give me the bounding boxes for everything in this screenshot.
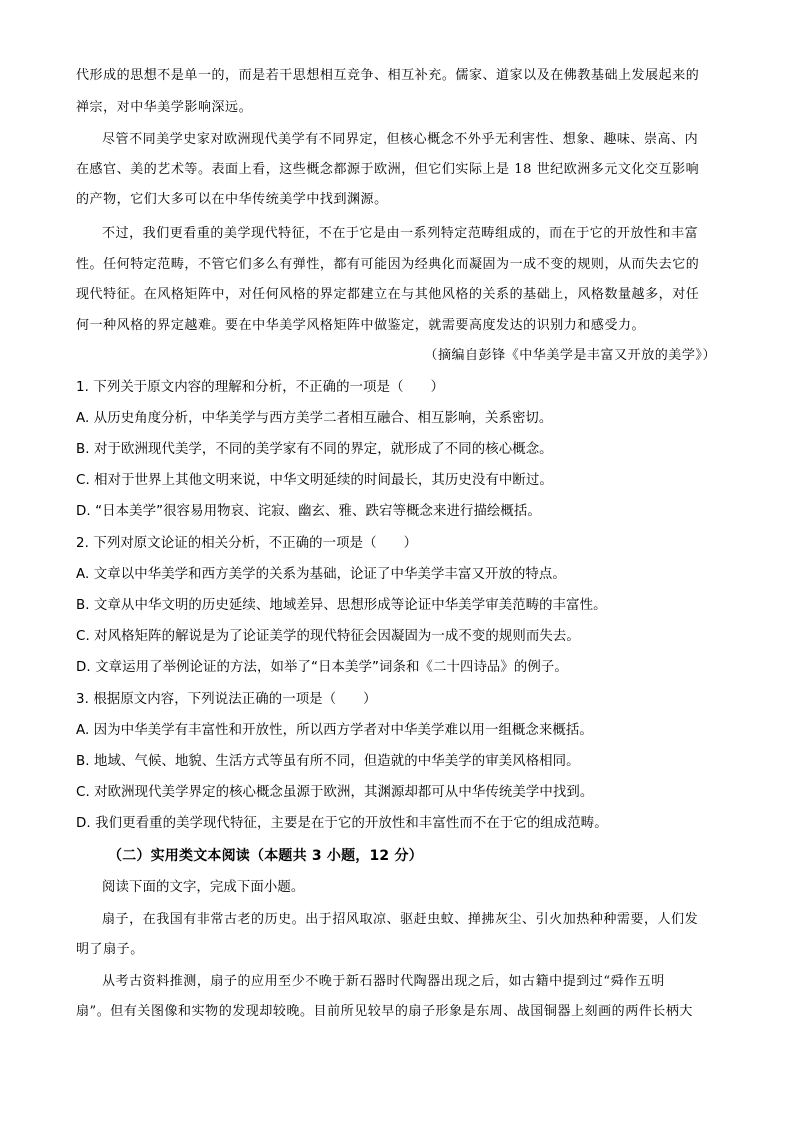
passage1-line: 在感官、美的艺术等。表面上看，这些概念都源于欧洲，但它们实际上是 18 世纪欧洲多元文化交互影响 [76, 162, 700, 177]
question-1-stem: 1. 下列关于原文内容的理解和分析，不正确的一项是（ ） [76, 380, 445, 395]
passage1-line: 代形成的思想不是单一的，而是若干思想相互竞争、相互补充。儒家、道家以及在佛教基础上发展起来的 [76, 68, 700, 83]
question-2-option-c: C. 对风格矩阵的解说是为了论证美学的现代特征会因凝固为一成不变的规则而失去。 [76, 629, 580, 644]
question-2-option-a: A. 文章以中华美学和西方美学的关系为基础，论证了中华美学丰富又开放的特点。 [76, 567, 566, 582]
passage2-line: 明了扇子。 [76, 942, 144, 957]
question-1-option-b: B. 对于欧洲现代美学，不同的美学家有不同的界定，就形成了不同的核心概念。 [76, 442, 553, 457]
question-1-option-a: A. 从历史角度分析，中华美学与西方美学二者相互融合、相互影响，关系密切。 [76, 411, 553, 426]
question-3-option-b: B. 地域、气候、地貌、生活方式等虽有所不同，但造就的中华美学的审美风格相同。 [76, 754, 580, 769]
question-1-option-d: D. “日本美学”很容易用物哀、诧寂、幽玄、雅、跌宕等概念来进行描绘概括。 [76, 504, 541, 519]
passage1-line: 不过，我们更看重的美学现代特征，不在于它是由一系列特定范畴组成的，而在于它的开放性和丰富 [102, 226, 699, 241]
question-1-option-c: C. 相对于世界上其他文明来说，中华文明延续的时间最长，其历史没有中断过。 [76, 473, 553, 488]
passage2-line: 扇子，在我国有非常古老的历史。出于招风取凉、驱赶虫蚊、掸拂灰尘、引火加热种种需要，人们发 [102, 912, 699, 927]
question-2-option-d: D. 文章运用了举例论证的方法，如举了“日本美学”词条和《二十四诗品》的例子。 [76, 660, 568, 675]
passage1-line: 现代特征。在风格矩阵中，对任何风格的界定都建立在与其他风格的关系的基础上，风格数量越多，对任 [76, 287, 700, 302]
passage1-line: 性。任何特定范畴，不管它们多么有弹性，都有可能因为经典化而凝固为一成不变的规则，从而失去它的 [76, 257, 700, 272]
question-3-option-d: D. 我们更看重的美学现代特征，主要是在于它的开放性和丰富性而不在于它的组成范畴。 [76, 816, 608, 831]
passage2-line: 扇”。但有关图像和实物的发现却较晚。目前所见较早的扇子形象是东周、战国铜器上刻画的两件长柄大 [76, 1004, 693, 1019]
passage1-source: （摘编自彭锋《中华美学是丰富又开放的美学》） [424, 348, 716, 363]
section-instruction: 阅读下面的文字，完成下面小题。 [102, 880, 305, 895]
question-3-option-c: C. 对欧洲现代美学界定的核心概念虽源于欧洲，其渊源却都可从中华传统美学中找到。 [76, 785, 594, 800]
question-3-option-a: A. 因为中华美学有丰富性和开放性，所以西方学者对中华美学难以用一组概念来概括。 [76, 723, 593, 738]
section-heading: （二）实用类文本阅读（本题共 3 小题，12 分） [108, 848, 423, 864]
question-3-stem: 3. 根据原文内容，下列说法正确的一项是（ ） [76, 692, 377, 707]
question-2-option-b: B. 文章从中华文明的历史延续、地域差异、思想形成等论证中华美学审美范畴的丰富性。 [76, 598, 607, 613]
passage1-line: 的产物，它们大多可以在中华传统美学中找到渊源。 [76, 192, 388, 207]
passage1-line: 尽管不同美学史家对欧洲现代美学有不同界定，但核心概念不外乎无利害性、想象、趣味、崇高、内 [102, 132, 699, 147]
passage2-line: 从考古资料推测，扇子的应用至少不晚于新石器时代陶器出现之后，如古籍中提到过“舜作五明 [102, 974, 665, 989]
passage1-line: 禅宗，对中华美学影响深远。 [76, 100, 253, 115]
question-2-stem: 2. 下列对原文论证的相关分析，不正确的一项是（ ） [76, 536, 418, 551]
passage1-line: 何一种风格的界定越难。要在中华美学风格矩阵中做鉴定，就需要高度发达的识别力和感受力。 [76, 318, 646, 333]
